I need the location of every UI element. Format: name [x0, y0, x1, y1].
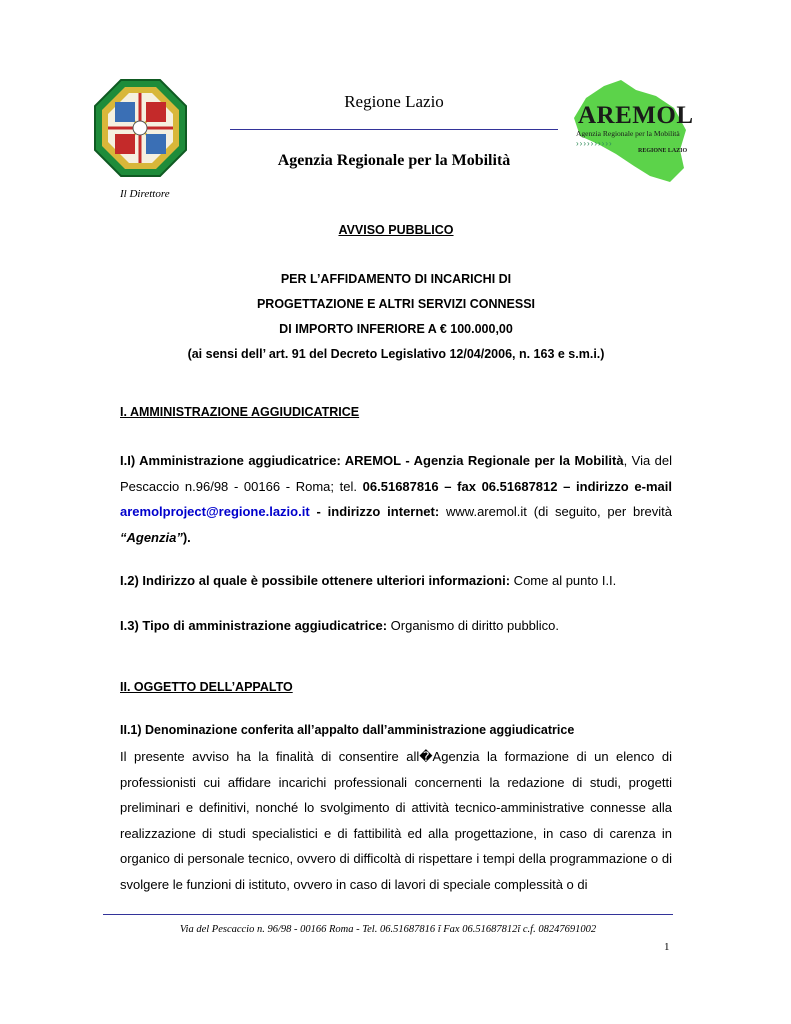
- region-name: Regione Lazio: [344, 92, 444, 111]
- p1-bold: I.I) Amministrazione aggiudicatrice: AREMOL - Agenzia Regionale per la Mobilità: [120, 453, 624, 468]
- section-2-body: [120, 744, 672, 897]
- agency-name: Agenzia Regionale per la Mobilità: [277, 152, 511, 169]
- avviso-title: AVVISO PUBBLICO: [338, 223, 454, 237]
- p1-bold-2: 06.51687816 – fax 06.51687812 – indirizzo e-mail: [362, 478, 672, 494]
- p1-bold-3: - indirizzo internet:: [309, 504, 447, 519]
- aremol-logo: [566, 78, 694, 186]
- p1-web-link[interactable]: www.aremol.it: [446, 504, 527, 519]
- title-line-1: PER L’AFFIDAMENTO DI INCARICHI DI: [280, 272, 512, 286]
- title-line-3: DI IMPORTO INFERIORE A € 100.000,00: [279, 322, 513, 336]
- section-1-paragraph-1: [120, 448, 672, 550]
- section-1-heading: I. AMMINISTRAZIONE AGGIUDICATRICE: [120, 405, 360, 419]
- section-2-body-text: Il presente avviso ha la finalità di consentire all�Agenzia la formazione di un elenco di professionisti cui affidare incarichi professionali concernenti la redazione di studi, progetti preliminari e definitivi, nonché lo svolgimento di attività tecnico-amministrative connesse alla realizzazione di studi specialistici e di fattibilità ed alla progettazione, in caso di carenza in organico di personale tecnico, ovvero di difficoltà di rispettare i tempi della programmazione o di svolgere le funzioni di istituto, ovvero in caso di lavori di speciale complessità o di: [120, 749, 672, 892]
- title-line-2: PROGETTAZIONE E ALTRI SERVIZI CONNESSI: [256, 297, 536, 311]
- aremol-subtitle: Agenzia Regionale per la Mobilità: [576, 129, 680, 138]
- section-2-heading: II. OGGETTO DELL’APPALTO: [120, 680, 293, 694]
- p1-italic: “Agenzia”: [120, 529, 183, 545]
- p3-bold: I.3) Tipo di amministrazione aggiudicatrice:: [120, 618, 388, 633]
- p2-text: Come al punto I.I.: [510, 573, 617, 588]
- p1-text-1: , Via del Pescaccio n.96/98 - 00166 - Roma; tel.: [120, 453, 672, 494]
- section-1-paragraph-2: [120, 568, 672, 594]
- header-divider: [230, 129, 558, 130]
- p1-text-2: (di seguito, per brevità: [526, 504, 673, 519]
- aremol-arrows: ››››››››››: [576, 139, 613, 148]
- p2-bold: I.2) Indirizzo al quale è possibile ottenere ulteriori informazioni:: [120, 573, 511, 588]
- role-label: Il Direttore: [120, 188, 170, 200]
- section-1-paragraph-3: [120, 613, 672, 639]
- page-number: 1: [664, 941, 670, 953]
- p3-text: Organismo di diritto pubblico.: [387, 618, 560, 633]
- footer-divider: [103, 914, 673, 915]
- footer-address: Via del Pescaccio n. 96/98 - 00166 Roma - Tel. 06.51687816 ĭ Fax 06.51687812ĭ c.f. 08247691002: [179, 924, 597, 935]
- section-2-sub-heading: II.1) Denominazione conferita all’appalto dall’amministrazione aggiudicatrice: [120, 723, 575, 737]
- p1-end: ).: [182, 529, 191, 545]
- p1-email-link[interactable]: aremolproject@regione.lazio.it: [120, 504, 310, 519]
- aremol-region: REGIONE LAZIO: [638, 148, 688, 154]
- aremol-brand: AREMOL: [578, 102, 694, 129]
- regione-lazio-emblem: [93, 78, 188, 178]
- title-line-4: (ai sensi dell’ art. 91 del Decreto Legislativo 12/04/2006, n. 163 e s.m.i.): [187, 347, 605, 361]
